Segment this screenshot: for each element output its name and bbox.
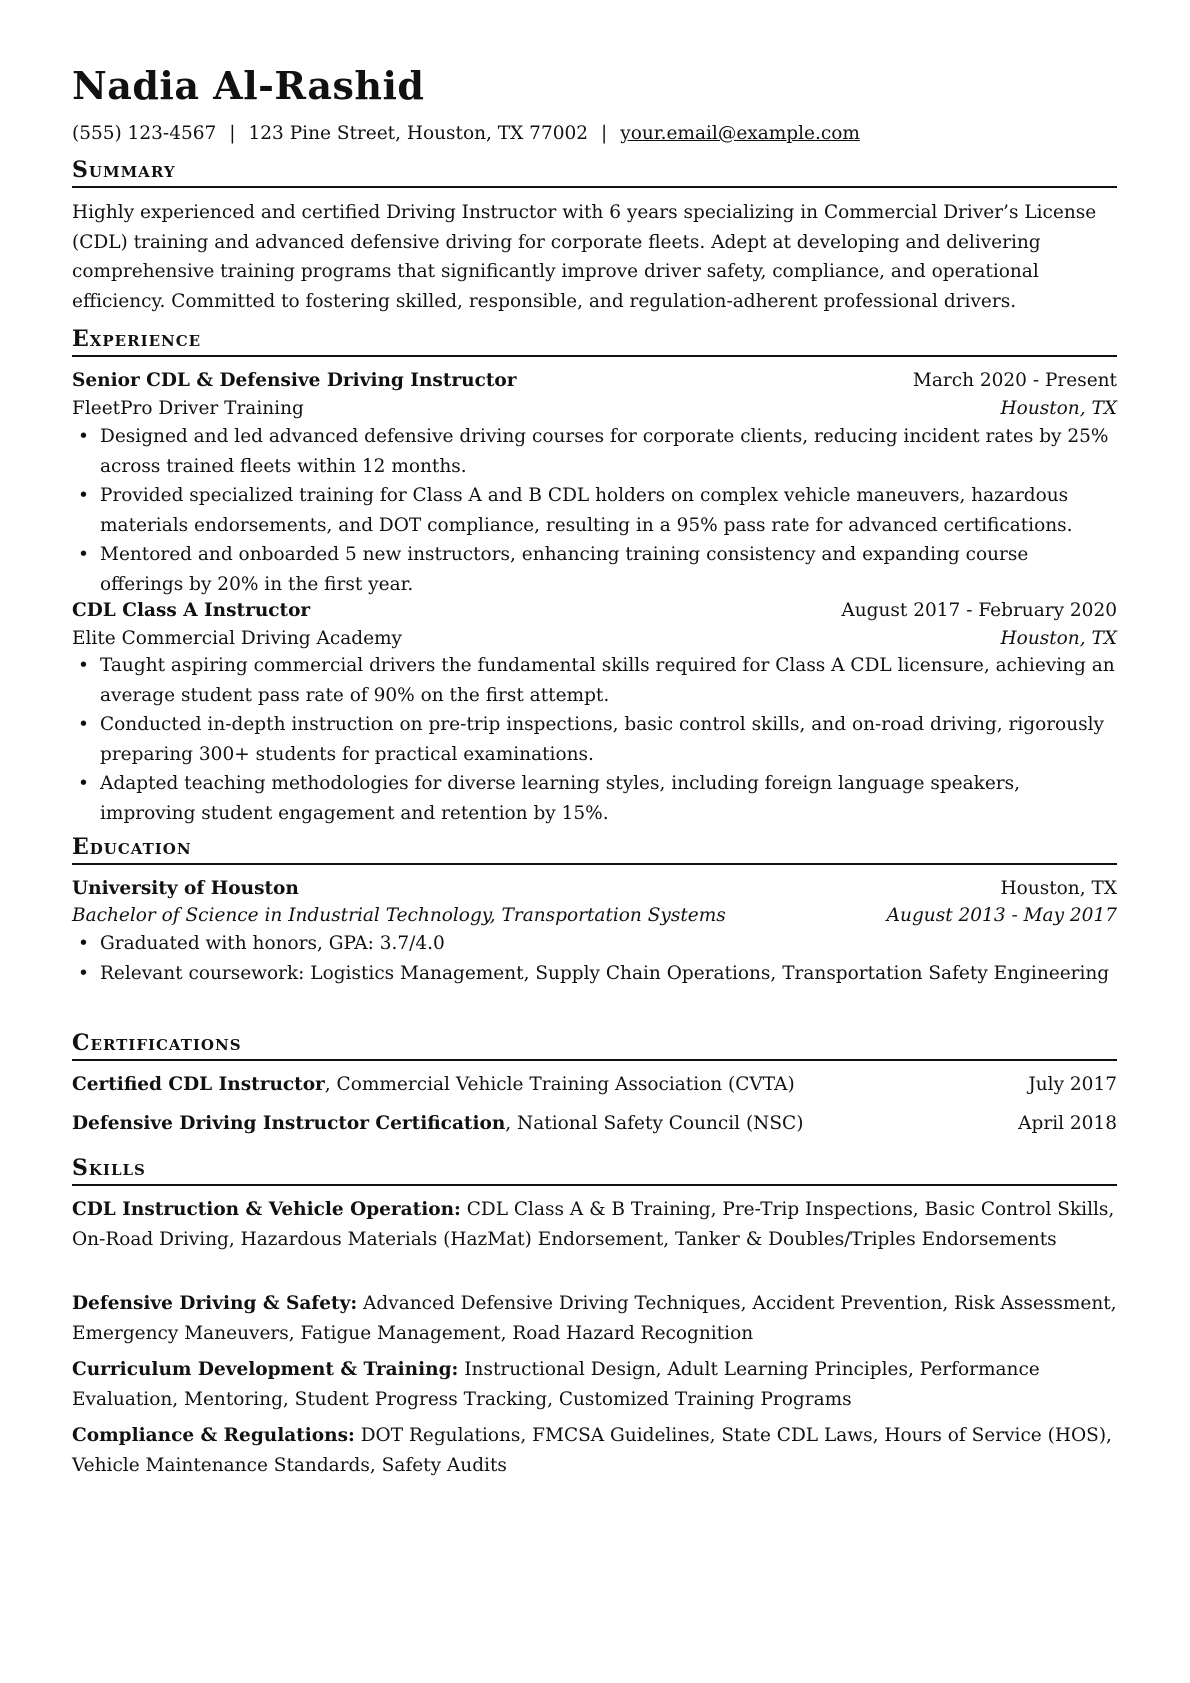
job-header	[72, 596, 1117, 626]
section-title-summary: Summary	[72, 156, 1117, 188]
section-title-education: Education	[72, 833, 1117, 865]
certification-name: Certified CDL Instructor	[72, 1074, 325, 1095]
certification-issuer: , Commercial Vehicle Training Association (CVTA)	[324, 1074, 795, 1095]
skill-group-label: CDL Instruction & Vehicle Operation:	[72, 1199, 461, 1220]
skill-group-text: CDL Class A & B Training, Pre-Trip Inspections, Basic Control Skills, On-Road Driving, Hazardous Materials (HazMat) Endorsement, Tanker & Doubles/Triples Endorsements	[72, 1199, 1115, 1250]
section-title-experience: Experience	[72, 325, 1117, 357]
education-header	[72, 874, 1117, 904]
job-company-row	[72, 624, 1117, 654]
skill-group	[72, 1421, 1117, 1480]
separator: |	[601, 123, 608, 144]
separator: |	[229, 123, 236, 144]
degree: Bachelor of Science in Industrial Technology, Transportation Systems	[72, 905, 726, 926]
job-company: FleetPro Driver Training	[72, 398, 304, 419]
section-title-certifications: Certifications	[72, 1029, 1117, 1061]
job-location: Houston, TX	[1000, 398, 1117, 419]
job-company: Elite Commercial Driving Academy	[72, 628, 403, 649]
job-company-row	[72, 394, 1117, 424]
list-item: • Graduated with honors, GPA: 3.7/4.0	[72, 929, 1117, 959]
education-dates: August 2013 - May 2017	[886, 905, 1117, 926]
school-name: University of Houston	[72, 878, 299, 899]
job-bullets	[72, 651, 1117, 828]
education-degree-row	[72, 901, 1117, 931]
contact-line	[72, 122, 860, 146]
skill-group	[72, 1195, 1117, 1254]
list-item: • Designed and led advanced defensive driving courses for corporate clients, reducing incident rates by 25% across trained fleets within 12 months.	[72, 422, 1117, 481]
education-bullets	[72, 929, 1117, 988]
skill-group	[72, 1289, 1117, 1348]
list-item: • Adapted teaching methodologies for diverse learning styles, including foreign language speakers, improving student engagement and retention by 15%.	[72, 769, 1117, 828]
summary-text: Highly experienced and certified Driving Instructor with 6 years specializing in Commercial Driver’s License (CDL) training and advanced defensive driving for corporate fleets. Adept at developing and delivering comprehensive training programs that significantly improve driver safety, compliance, and operational efficiency. Committed to fostering skilled, responsible, and regulation-adherent professional drivers.	[72, 202, 1097, 312]
skill-group-label: Defensive Driving & Safety:	[72, 1293, 358, 1314]
certification-row	[72, 1070, 1117, 1100]
email-link[interactable]: your.email@example.com	[620, 123, 860, 144]
certification-issuer: , National Safety Council (NSC)	[505, 1113, 804, 1134]
phone: (555) 123-4567	[72, 123, 217, 144]
job-bullets	[72, 422, 1117, 599]
skill-group-label: Compliance & Regulations:	[72, 1425, 355, 1446]
job-location: Houston, TX	[1000, 628, 1117, 649]
skill-group-label: Curriculum Development & Training:	[72, 1359, 459, 1380]
list-item: • Taught aspiring commercial drivers the fundamental skills required for Class A CDL licensure, achieving an average student pass rate of 90% on the first attempt.	[72, 651, 1117, 710]
skill-group-text: Instructional Design, Adult Learning Principles, Performance Evaluation, Mentoring, Student Progress Tracking, Customized Training Programs	[72, 1359, 1040, 1410]
candidate-name: Nadia Al-Rashid	[72, 63, 425, 108]
job-role: CDL Class A Instructor	[72, 600, 311, 621]
certification-date: April 2018	[1018, 1113, 1117, 1134]
job-header	[72, 366, 1117, 396]
certification-row	[72, 1109, 1117, 1139]
address: 123 Pine Street, Houston, TX 77002	[248, 123, 589, 144]
skill-group-text: DOT Regulations, FMCSA Guidelines, State CDL Laws, Hours of Service (HOS), Vehicle Maintenance Standards, Safety Audits	[72, 1425, 1112, 1476]
job-dates: August 2017 - February 2020	[841, 600, 1117, 621]
job-dates: March 2020 - Present	[912, 370, 1117, 391]
list-item: • Relevant coursework: Logistics Management, Supply Chain Operations, Transportation Safety Engineering	[72, 959, 1117, 989]
list-item: • Conducted in-depth instruction on pre-trip inspections, basic control skills, and on-road driving, rigorously preparing 300+ students for practical examinations.	[72, 710, 1117, 769]
certification-date: July 2017	[1028, 1074, 1117, 1095]
list-item: • Provided specialized training for Class A and B CDL holders on complex vehicle maneuvers, hazardous materials endorsements, and DOT compliance, resulting in a 95% pass rate for advanced certifications.	[72, 481, 1117, 540]
school-location: Houston, TX	[1000, 878, 1117, 899]
job-role: Senior CDL & Defensive Driving Instructor	[72, 370, 517, 391]
skill-group	[72, 1355, 1117, 1414]
section-title-skills: Skills	[72, 1154, 1117, 1186]
certification-name: Defensive Driving Instructor Certification	[72, 1113, 506, 1134]
list-item: • Mentored and onboarded 5 new instructors, enhancing training consistency and expanding course offerings by 20% in the first year.	[72, 540, 1117, 599]
skill-group-text: Advanced Defensive Driving Techniques, Accident Prevention, Risk Assessment, Emergency Maneuvers, Fatigue Management, Road Hazard Recognition	[72, 1293, 1117, 1344]
